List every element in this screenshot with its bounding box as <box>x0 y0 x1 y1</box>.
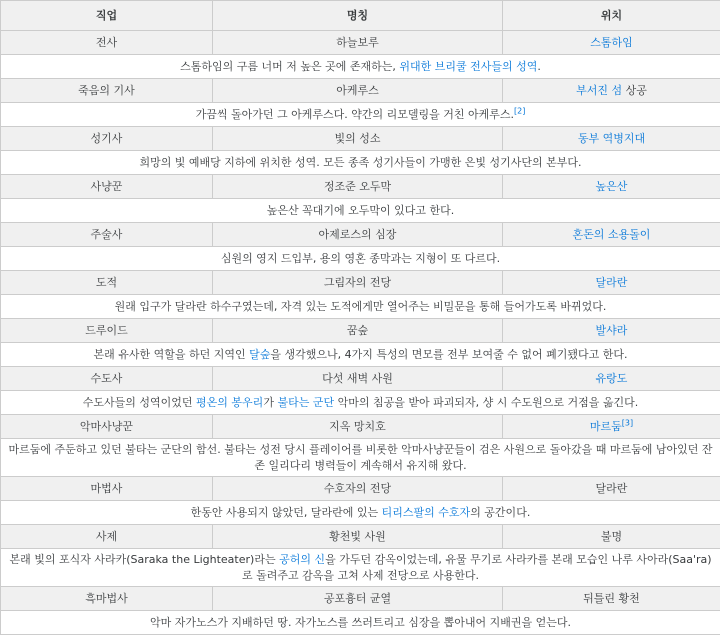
text-segment: 을 가두던 감옥이었는데, 유물 무기로 사라카를 본래 모습인 나루 사아라(Saa'ra)로 돌려주고 감옥을 고쳐 사제 전당으로 사용한다. <box>242 552 712 582</box>
job-cell: 악마사냥꾼 <box>1 415 213 439</box>
table-row <box>1 79 720 103</box>
text-segment: 달라란 <box>595 481 628 495</box>
table-row <box>1 477 720 501</box>
header-row <box>1 1 720 31</box>
text-segment: 뒤틀린 황천 <box>583 591 640 605</box>
text-segment: 을 생각했으나, 4가지 특성의 면모를 전부 보여줄 수 없어 폐기됐다고 한다. <box>270 347 628 361</box>
description-cell <box>1 103 720 127</box>
description-cell <box>1 343 720 367</box>
text-segment: 높은산 꼭대기에 오두막이 있다고 한다. <box>266 203 455 217</box>
job-cell: 주술사 <box>1 223 213 247</box>
location-cell <box>503 31 720 55</box>
header-job: 직업 <box>1 1 213 31</box>
wiki-link[interactable]: 스톰하임 <box>590 35 633 49</box>
wiki-link[interactable]: 달숲 <box>249 347 271 361</box>
description-row <box>1 247 720 271</box>
description-row <box>1 55 720 79</box>
location-cell <box>503 175 720 199</box>
location-cell <box>503 415 720 439</box>
wiki-link[interactable]: 동부 역병지대 <box>577 131 646 145</box>
table-row <box>1 223 720 247</box>
hall-name-cell: 아케루스 <box>213 79 503 103</box>
table-row <box>1 31 720 55</box>
hall-name-cell: 빛의 성소 <box>213 127 503 151</box>
description-cell <box>1 439 720 477</box>
wiki-link[interactable]: 티리스팔의 수호자 <box>381 505 471 519</box>
location-cell <box>503 319 720 343</box>
hall-name-cell: 수호자의 전당 <box>213 477 503 501</box>
wiki-link[interactable]: 부서진 섬 <box>576 83 623 97</box>
wiki-link[interactable]: 불타는 군단 <box>277 395 335 409</box>
text-segment: 가끔씩 돌아가던 그 아케루스다. 약간의 리모델링을 거친 아케루스. <box>195 107 515 121</box>
table-row <box>1 319 720 343</box>
hall-name-cell: 아제로스의 심장 <box>213 223 503 247</box>
text-segment: 악마 자가노스가 지배하던 땅. 자가노스를 쓰러트리고 심장을 뽑아내어 지배권을 얻는다. <box>150 615 571 629</box>
table-row <box>1 587 720 611</box>
description-row <box>1 549 720 587</box>
wiki-link[interactable]: 높은산 <box>595 179 628 193</box>
description-cell <box>1 611 720 635</box>
text-segment: 마르둠에 주둔하고 있던 불타는 군단의 함선. 불타는 성전 당시 플레이어를 비롯한 악마사냥꾼들이 검은 사원으로 돌아갔을 때 마르둠에 남아있던 잔존 일리다리 병력들이 계속해서 유지해 왔다. <box>8 442 713 472</box>
text-segment: 상공 <box>622 83 647 97</box>
wiki-link[interactable]: 위대한 브리쿨 전사들의 성역 <box>399 59 538 73</box>
footnote-ref[interactable]: [2] <box>514 105 526 115</box>
wiki-link[interactable]: 마르둠 <box>589 419 622 433</box>
wiki-link[interactable]: 평온의 봉우리 <box>196 395 264 409</box>
description-row <box>1 343 720 367</box>
footnote-ref[interactable]: [3] <box>621 417 634 427</box>
job-cell: 흑마법사 <box>1 587 213 611</box>
description-row <box>1 199 720 223</box>
wiki-link[interactable]: 혼돈의 소용돌이 <box>572 227 651 241</box>
description-row <box>1 295 720 319</box>
text-segment: 수도사들의 성역이었던 <box>82 395 197 409</box>
table-body <box>1 31 720 635</box>
wiki-link[interactable]: 공허의 신 <box>279 552 326 566</box>
job-cell: 성기사 <box>1 127 213 151</box>
text-segment: . <box>537 59 541 73</box>
hall-name-cell: 황천빛 사원 <box>213 525 503 549</box>
description-cell <box>1 501 720 525</box>
hall-name-cell: 공포흉터 균열 <box>213 587 503 611</box>
description-cell <box>1 55 720 79</box>
text-segment: 악마의 침공을 받아 파괴되자, 샹 시 수도원으로 거점을 옮긴다. <box>334 395 639 409</box>
description-row <box>1 103 720 127</box>
table-row <box>1 525 720 549</box>
location-cell <box>503 477 720 501</box>
hall-name-cell: 꿈숲 <box>213 319 503 343</box>
table-row <box>1 415 720 439</box>
location-cell <box>503 79 720 103</box>
table-row <box>1 175 720 199</box>
table-row <box>1 367 720 391</box>
hall-name-cell: 지옥 망치호 <box>213 415 503 439</box>
hall-name-cell: 다섯 새벽 사원 <box>213 367 503 391</box>
text-segment: 희망의 빛 예배당 지하에 위치한 성역. 모든 종족 성기사들이 가맹한 은빛 성기사단의 본부다. <box>139 155 582 169</box>
location-cell <box>503 271 720 295</box>
job-cell: 드루이드 <box>1 319 213 343</box>
text-segment: 본래 빛의 포식자 사라카(Saraka the Lighteater)라는 <box>9 552 280 566</box>
job-cell: 마법사 <box>1 477 213 501</box>
text-segment: 한동안 사용되지 않았던, 달라란에 있는 <box>190 505 382 519</box>
text-segment: 불명 <box>600 529 623 543</box>
job-cell: 사제 <box>1 525 213 549</box>
text-segment: 원래 입구가 달라란 하수구였는데, 자격 있는 도적에게만 열어주는 비밀문을 통해 들어가도록 바뀌었다. <box>114 299 607 313</box>
job-cell: 수도사 <box>1 367 213 391</box>
description-cell <box>1 391 720 415</box>
description-cell <box>1 549 720 587</box>
location-cell <box>503 525 720 549</box>
job-cell: 사냥꾼 <box>1 175 213 199</box>
description-cell <box>1 151 720 175</box>
description-row <box>1 391 720 415</box>
text-segment: 본래 유사한 역할을 하던 지역인 <box>93 347 250 361</box>
location-cell <box>503 587 720 611</box>
description-cell <box>1 199 720 223</box>
text-segment: 심원의 영지 드입부, 용의 영혼 종막과는 지형이 또 다르다. <box>220 251 501 265</box>
wiki-link[interactable]: 발샤라 <box>595 323 628 337</box>
description-row <box>1 151 720 175</box>
job-cell: 죽음의 기사 <box>1 79 213 103</box>
description-row <box>1 439 720 477</box>
hall-name-cell: 그림자의 전당 <box>213 271 503 295</box>
wiki-link[interactable]: 달라란 <box>595 275 628 289</box>
header-name: 명칭 <box>213 1 503 31</box>
hall-name-cell: 정조준 오두막 <box>213 175 503 199</box>
location-cell <box>503 223 720 247</box>
text-segment: 의 공간이다. <box>470 505 531 519</box>
job-cell: 도적 <box>1 271 213 295</box>
hall-name-cell: 하늘보루 <box>213 31 503 55</box>
description-row <box>1 611 720 635</box>
text-segment: 스톰하임의 구름 너머 저 높은 곳에 존재하는, <box>180 59 400 73</box>
description-cell <box>1 247 720 271</box>
wiki-link[interactable]: 유랑도 <box>595 371 628 385</box>
header-location: 위치 <box>503 1 720 31</box>
description-cell <box>1 295 720 319</box>
table-row <box>1 127 720 151</box>
location-cell <box>503 367 720 391</box>
text-segment: 가 <box>263 395 278 409</box>
location-cell <box>503 127 720 151</box>
job-cell: 전사 <box>1 31 213 55</box>
description-row <box>1 501 720 525</box>
table-row <box>1 271 720 295</box>
